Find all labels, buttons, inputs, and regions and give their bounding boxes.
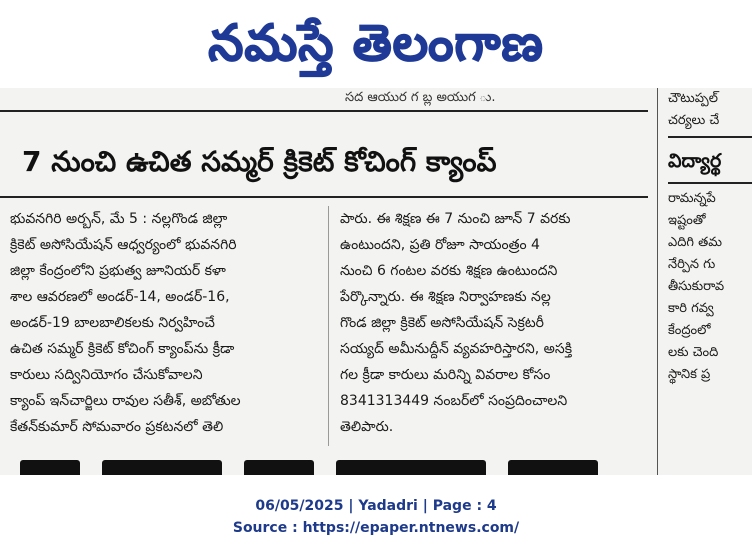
side-text-line: చర్యలు చే [668,113,720,128]
side-column-divider [657,88,658,475]
adjacent-article-column [668,88,752,475]
next-headline-fragment [20,460,640,475]
side-text-line: లకు చెంది [668,345,719,360]
article-text-line: గల క్రీడా కారులు మరిన్ని వివరాల కోసం [340,367,551,383]
column-divider [328,206,329,446]
article-text-line: పారు. ఈ శిక్షణ ఈ 7 నుంచి జూన్ 7 వరకు [340,211,571,227]
side-text-line: తీసుకురావ [668,279,725,294]
article-text-line: ఉంటుందని, ప్రతి రోజూ సాయంత్రం 4 [340,237,540,253]
side-text-line: రామన్నపే [668,191,716,206]
side-text-line: ఇష్టంతో [668,213,706,228]
masthead [0,0,752,88]
side-article-headline: విద్యార్థ [668,150,722,172]
side-text-line: కేంద్రంలో [668,323,711,338]
article-text-line: క్యాంప్ ఇన్‌చార్జిలు రావుల సతీశ్, అబోతుల [10,393,241,409]
article-text-line: పేర్కొన్నారు. ఈ శిక్షణ నిర్వాహణకు నల్ల [340,289,551,305]
newspaper-title: నమస్తే తెలంగాణ [208,14,544,72]
previous-article-fragment: సద ఆయుర గ బ్ల అయుగ ు. [345,90,496,105]
article-text-line: భువనగిరి అర్బన్, మే 5 : నల్లగొండ జిల్లా [10,211,228,227]
side-text-line: చౌటుప్పల్ [668,91,718,106]
side-text-line: నేర్పిన గు [668,257,716,272]
article-text-line: 8341313449 నంబర్‌లో సంప్రదించాలని [340,393,568,409]
article-text-line: శాల ఆవరణలో అండర్-14, అండర్-16, [10,289,230,305]
side-divider [668,136,752,138]
section-divider-top [0,110,648,112]
article-headline: 7 నుంచి ఉచిత సమ్మర్ క్రికెట్ కోచింగ్ క్యాంప్ [22,145,497,178]
footer [0,475,752,559]
source-link[interactable]: Source : https://epaper.ntnews.com/ [232,520,520,536]
article-column-left [10,206,298,440]
headline-divider [0,196,648,198]
side-text-line: స్థానిక ప్ర [668,367,711,382]
side-divider [668,182,752,184]
article-text-line: గొండ జిల్లా క్రికెట్ అసోసియేషన్ సెక్రటరీ [340,315,544,331]
side-text-line: కారి గవ్వ [668,301,714,316]
side-text-line: ఎదిగి తమ [668,235,723,250]
article-text-line: అండర్-19 బాలబాలికలకు నిర్వహించే [10,315,215,331]
article-text-line: క్రికెట్ అసోసియేషన్ ఆధ్వర్యంలో భువనగిరి [10,237,237,253]
article-text-line: జిల్లా కేంద్రంలోని ప్రభుత్వ జూనియర్ కళా [10,263,226,279]
newspaper-clipping [0,88,752,475]
article-text-line: సయ్యద్ అమీనుద్దీన్ వ్యవహరిస్తారని, అసక్తి [340,341,572,357]
article-text-line: కేతన్‌కుమార్ సోమవారం ప్రకటనలో తెలి [10,419,224,435]
article-text-line: ఉచిత సమ్మర్ క్రికెట్ కోచింగ్ క్యాంప్‌ను క్రీడా [10,341,235,357]
publication-info: 06/05/2025 | Yadadri | Page : 4 [255,498,497,514]
article-text-line: తెలిపారు. [340,419,394,435]
article-text-line: నుంచి 6 గంటల వరకు శిక్షణ ఉంటుందని [340,263,558,279]
article-column-middle [340,206,628,440]
article-text-line: కారులు సద్వినియోగం చేసుకోవాలని [10,367,203,383]
